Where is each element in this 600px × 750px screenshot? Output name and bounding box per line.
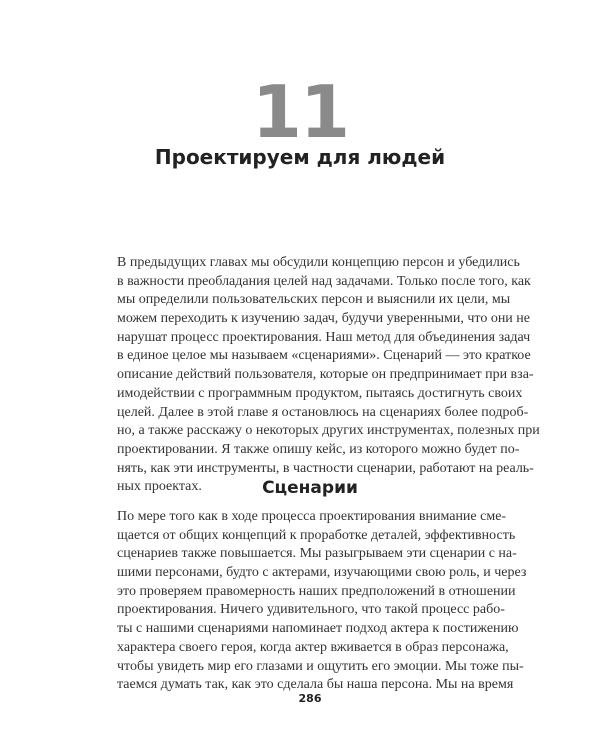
- text-line: щается от общих концепций к проработке деталей, эффективность: [117, 527, 516, 543]
- text-line: нять, как эти инструменты, в частности сценарии, работают на реаль-: [117, 460, 534, 476]
- chapter-number: 11: [251, 70, 349, 154]
- text-line: В предыдущих главах мы обсудили концепцию персон и убедились: [117, 255, 520, 270]
- text-line: мы определили пользовательских персон и выяснили их цели, мы: [117, 292, 511, 308]
- text-line: целей. Далее в этой главе я остановлюсь на сценариях более подроб-: [117, 404, 529, 420]
- page-number: 286: [298, 692, 322, 705]
- text-line: это проверяем правомерность наших предположений в отношении: [117, 583, 516, 599]
- text-line: проектирования. Ничего удивительного, что такой процесс рабо-: [117, 602, 505, 618]
- text-line: ных проектах.: [117, 479, 202, 495]
- text-line: По мере того как в ходе процесса проектирования внимание сме-: [117, 509, 507, 524]
- text-line: имодействии с программным продуктом, пытаясь достигнуть своих: [117, 385, 523, 401]
- text-line: в важности преобладания целей над задачами. Только после того, как: [117, 273, 531, 289]
- text-line: характера своего героя, когда актер вживается в образ персонажа,: [117, 639, 509, 655]
- text-line: шими персонами, будто с актерами, изучающими свою роль, и через: [117, 565, 527, 581]
- text-line: описание действий пользователя, которые он предпринимает при вза-: [117, 367, 534, 383]
- chapter-title: Проектируем для людей: [154, 145, 446, 169]
- text-line: проектировании. Я также опишу кейс, из которого можно будет по-: [117, 441, 520, 457]
- intro-paragraph: [117, 254, 540, 497]
- text-line: таемся думать так, как это сделала бы наша персона. Мы на время: [117, 677, 514, 693]
- text-line: в единое целое мы называем «сценариями». Сценарий — это краткое: [117, 348, 531, 364]
- text-line: чтобы увидеть мир его глазами и ощутить его эмоции. Мы тоже пы-: [117, 658, 524, 674]
- text-line: можем переходить к изучению задач, будучи уверенными, что они не: [117, 311, 531, 327]
- text-line: сценариев также повышается. Мы разыгрываем эти сценарии с на-: [117, 546, 517, 562]
- section-paragraph: [117, 508, 527, 695]
- text-line: но, а также расскажу о некоторых других инструментах, полезных при: [117, 423, 540, 439]
- section-heading: Сценарии: [262, 478, 358, 498]
- text-line: ты с нашими сценариями напоминает подход актера к постижению: [117, 621, 519, 637]
- text-line: нарушат процесс проектирования. Наш метод для объединения задач: [117, 329, 531, 345]
